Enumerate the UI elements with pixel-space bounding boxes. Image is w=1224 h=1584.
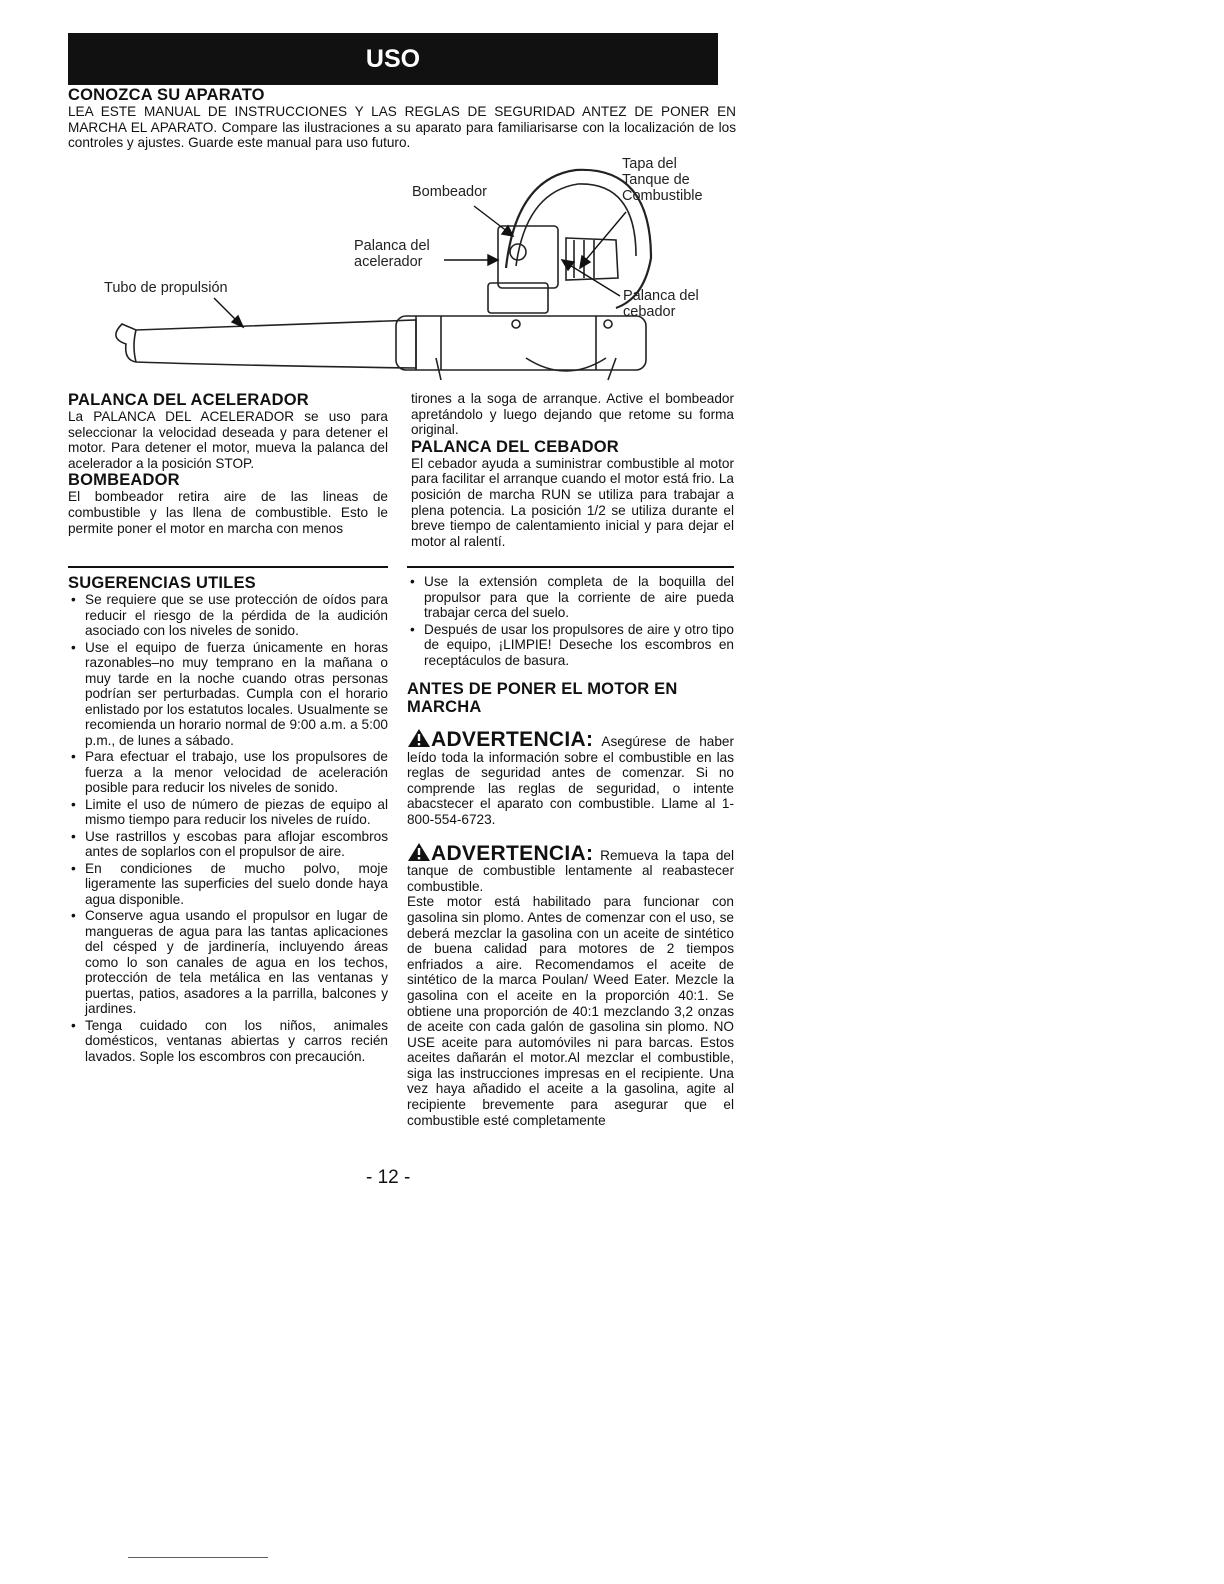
list-item: • Para efectuar el trabajo, use los propulsores de fuerza a la menor velocidad de aceleración posible para reducir los niveles de sonido. bbox=[68, 749, 388, 796]
divider-left bbox=[68, 566, 388, 568]
list-item: • Limite el uso de número de piezas de equipo al mismo tiempo para reducir los niveles de ruído. bbox=[68, 797, 388, 828]
list-item: • Se requiere que se use protección de oídos para reducir el riesgo de la pérdida de la audición asociado con los niveles de sonido. bbox=[68, 592, 388, 639]
list-item: • En condiciones de mucho polvo, moje ligeramente las superficies del suelo donde haya agua disponible. bbox=[68, 861, 388, 908]
engine-housing bbox=[396, 316, 646, 370]
column-1-bottom bbox=[68, 574, 388, 1065]
list-item: • Después de usar los propulsores de aire y otro tipo de equipo, ¡LIMPIE! Deseche los escombros en receptáculos de basura. bbox=[407, 622, 734, 669]
list-item: • Use rastrillos y escobas para aflojar escombros antes de soplarlos con el propulsor de aire. bbox=[68, 829, 388, 860]
heading-antes-de-poner: ANTES DE PONER EL MOTOR EN MARCHA bbox=[407, 680, 678, 716]
warning-1 bbox=[407, 728, 734, 828]
warning-triangle-icon bbox=[407, 728, 431, 748]
label-bombeador: Bombeador bbox=[412, 184, 487, 200]
warning-2-title: ADVERTENCIA: bbox=[431, 841, 594, 865]
warning-triangle-icon bbox=[407, 842, 431, 862]
label-cebador-line1: Palanca del bbox=[623, 288, 699, 304]
divider-right bbox=[407, 566, 734, 568]
list-item: • Conserve agua usando el propulsor en lugar de mangueras de agua para las tantas aplicaciones del césped y de jardinería, incluyendo áreas como lo son canales de agua en los techos, protección de tela metálica en las ventanas y puertas, patios, asadores a la parrilla, balcones y jardines. bbox=[68, 908, 388, 1017]
text-bombeador: El bombeador retira aire de las lineas de combustible y las llena de combustible. Esto le permite poner el motor en marcha con menos bbox=[68, 489, 388, 536]
list-item: • Tenga cuidado con los niños, animales domésticos, ventanas abiertas y carros recién lavados. Sople los escombros con precaución. bbox=[68, 1018, 388, 1065]
heading-palanca-acelerador: PALANCA DEL ACELERADOR bbox=[68, 391, 309, 409]
tips-list-cont bbox=[407, 574, 734, 668]
label-acelerador-line2: acelerador bbox=[354, 254, 423, 270]
page-number: - 12 - bbox=[366, 1167, 411, 1188]
arrow-bombeador bbox=[474, 206, 508, 232]
warning-2 bbox=[407, 842, 734, 895]
text-fuel-mixing: Este motor está habilitado para funcionar con gasolina sin plomo. Antes de comenzar con el uso, se deberá mezclar la gasolina con un aceite de sintético de buena calidad para motores de 2 tiempos enfriados a aire. Recomendamos el aceite de sintético de la marca Poulan/ Weed Eater. Mezcle la gasolina con el aceite en la proporción 40:1. Se obtiene una proporción de 40:1 mezclando 3,2 onzas de aceite con cada galón de gasolina sin plomo. NO USE aceite para automóviles ni para barcas. Estos aceites dañarán el motor.Al mezclar el combustible, siga las instrucciones impresas en el recipiente. Una vez haya añadido el aceite a la gasolina, agite al recipiente brevemente para asegurar que el combustible esté completamente bbox=[407, 894, 734, 1128]
text-bombeador-cont: tirones a la soga de arranque. Active el bombeador apretándolo y luego dejando que retome su forma original. bbox=[411, 391, 734, 438]
heading-sugerencias: SUGERENCIAS UTILES bbox=[68, 574, 256, 592]
heading-bombeador: BOMBEADOR bbox=[68, 471, 180, 490]
text-palanca-acelerador: La PALANCA DEL ACELERADOR se uso para seleccionar la velocidad deseada y para detener el motor. Para detener el motor, mueva la palanca del acelerador a la posición STOP. bbox=[68, 409, 388, 471]
warning-1-title: ADVERTENCIA: bbox=[431, 728, 594, 751]
column-2-top bbox=[411, 391, 734, 549]
tips-list bbox=[68, 592, 388, 1064]
label-tapa-line3: Combustible bbox=[622, 188, 703, 204]
label-cebador-line2: cebador bbox=[623, 304, 676, 320]
blower-tube-shape bbox=[116, 320, 416, 368]
heading-palanca-cebador: PALANCA DEL CEBADOR bbox=[411, 437, 619, 456]
label-tapa-line1: Tapa del bbox=[622, 156, 677, 172]
section-banner: USO bbox=[68, 33, 718, 85]
text-palanca-cebador: El cebador ayuda a suministrar combustible al motor para facilitar el arranque cuando el motor está frio. La posición de marcha RUN se utiliza para trabajar a plena potencia. La posición 1/2 se utiliza durante el breve tiempo de calentamiento inicial y para dejar el motor al ralentí. bbox=[411, 455, 734, 549]
footer-line bbox=[128, 1557, 268, 1558]
list-item: • Use la extensión completa de la boquilla del propulsor para que la corriente de aire pueda trabajar cerca del suelo. bbox=[407, 574, 734, 621]
column-2-bottom bbox=[407, 574, 734, 1128]
intro-section bbox=[68, 86, 736, 151]
intro-text: LEA ESTE MANUAL DE INSTRUCCIONES Y LAS REGLAS DE SEGURIDAD ANTEZ DE PONER EN MARCHA EL APARATO. Compare las ilustraciones a su aparato para familiarisarse con la localización de los controles y ajustes. Guarde este manual para uso futuro. bbox=[68, 104, 736, 151]
arrow-tapa bbox=[584, 212, 626, 262]
warning-1-text: Asegúrese de haber leído toda la información sobre el combustible en las reglas de seguridad antes de comenzar. Si no comprende las reglas de seguridad, o intente abacstecer el aparato con combustible. Llame al 1-800-554-6723. bbox=[407, 734, 735, 827]
blower-illustration bbox=[96, 148, 736, 388]
column-1-top bbox=[68, 391, 388, 536]
intro-heading: CONOZCA SU APARATO bbox=[68, 86, 265, 104]
list-item: • Use el equipo de fuerza únicamente en horas razonables–no muy temprano en la mañana o muy tarde en la noche cuando otras personas podrían ser perturbadas. Cumpla con el horario enlistado por los estatutos locales. Usualmente se recomienda un horario normal de 9:00 a.m. a 5:00 p.m., de lunes a sábado. bbox=[68, 640, 388, 749]
label-tubo: Tubo de propulsión bbox=[104, 280, 228, 296]
label-tapa-line2: Tanque de bbox=[622, 172, 690, 188]
label-acelerador-line1: Palanca del bbox=[354, 238, 430, 254]
warning-2-text: Remueva la tapa del tanque de combustible lentamente al reabastecer combustible. bbox=[407, 847, 734, 894]
